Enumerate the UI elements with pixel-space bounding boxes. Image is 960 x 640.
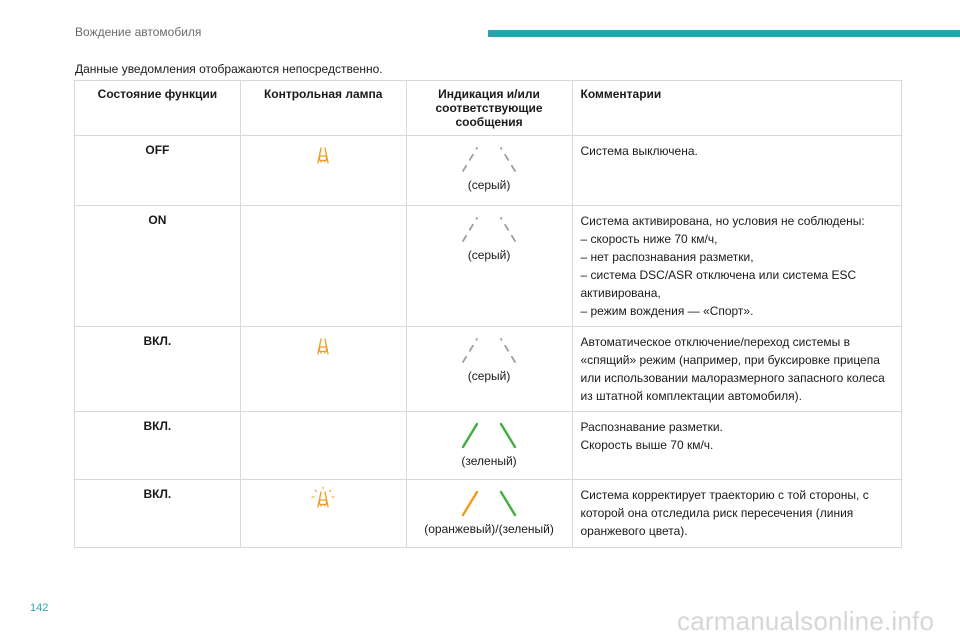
- lamp-cell: [240, 206, 406, 327]
- page-number: 142: [30, 602, 49, 614]
- lane-lines-green-icon: [459, 420, 519, 450]
- lane-lines-grey-icon: [459, 335, 519, 365]
- indicator-cell: [406, 412, 572, 480]
- lane-warning-orange-icon: [241, 142, 406, 166]
- watermark: carmanualsonline.info: [677, 606, 935, 636]
- table-row: [75, 136, 902, 206]
- header-state: Состояние функции: [75, 81, 241, 136]
- indicator-cell: [406, 136, 572, 206]
- comment-cell: [572, 136, 902, 206]
- function-status-table: [74, 80, 902, 548]
- comment-cell: [572, 206, 902, 327]
- state-cell: ВКЛ.: [75, 480, 241, 548]
- state-cell: OFF: [75, 136, 241, 206]
- lane-lines-grey-icon: [459, 214, 519, 244]
- lane-warning-orange-icon: [241, 333, 406, 357]
- lamp-cell: [240, 480, 406, 548]
- table-header-row: [75, 81, 902, 136]
- intro-text: Данные уведомления отображаются непосредственно.: [75, 62, 383, 76]
- lane-lines-grey-icon: [459, 144, 519, 174]
- comment-cell: [572, 327, 902, 412]
- state-cell: ВКЛ.: [75, 327, 241, 412]
- table-row: [75, 327, 902, 412]
- indicator-color-label: (серый): [467, 248, 511, 262]
- lamp-cell: [240, 412, 406, 480]
- comment-cell: [572, 480, 902, 548]
- comment-line: Система активирована, но условия не соблюдены:: [580, 214, 865, 228]
- indicator-cell: [406, 206, 572, 327]
- indicator-color-label: (оранжевый)/(зеленый): [424, 522, 554, 536]
- table-row: [75, 412, 902, 480]
- comment-cell: [572, 412, 902, 480]
- comment-line: Скорость выше 70 км/ч.: [580, 438, 714, 452]
- comment-line: – режим вождения — «Спорт».: [580, 304, 754, 318]
- lane-warning-orange-flashing-icon: [241, 486, 406, 510]
- comment-line: – нет распознавания разметки,: [580, 250, 754, 264]
- indicator-cell: [406, 480, 572, 548]
- header-indicator: Индикация и/или соответствующие сообщения: [406, 81, 572, 136]
- comment-line: Система выключена.: [580, 144, 698, 158]
- indicator-color-label: (серый): [467, 369, 511, 383]
- header-accent-bar: [488, 30, 960, 37]
- indicator-color-label: (серый): [467, 178, 511, 192]
- lane-lines-orange-green-icon: [459, 488, 519, 518]
- section-title: Вождение автомобиля: [75, 25, 202, 39]
- indicator-cell: [406, 327, 572, 412]
- state-cell: ON: [75, 206, 241, 327]
- comment-line: Автоматическое отключение/переход системы в «спящий» режим (например, при буксировке прицепа или использовании малоразмерного запасного колеса из штатной комплектации автомобиля).: [580, 335, 885, 403]
- header-lamp: Контрольная лампа: [240, 81, 406, 136]
- comment-line: – система DSC/ASR отключена или система ESC активирована,: [580, 268, 857, 300]
- table-row: [75, 206, 902, 327]
- comment-line: – скорость ниже 70 км/ч,: [580, 232, 718, 246]
- state-cell: ВКЛ.: [75, 412, 241, 480]
- lamp-cell: [240, 136, 406, 206]
- comment-line: Система корректирует траекторию с той стороны, с которой она отследила риск пересечения (линия оранжевого цвета).: [580, 488, 869, 538]
- indicator-color-label: (зеленый): [461, 454, 517, 468]
- table-row: [75, 480, 902, 548]
- comment-line: Распознавание разметки.: [580, 420, 723, 434]
- lamp-cell: [240, 327, 406, 412]
- header-comments: Комментарии: [572, 81, 902, 136]
